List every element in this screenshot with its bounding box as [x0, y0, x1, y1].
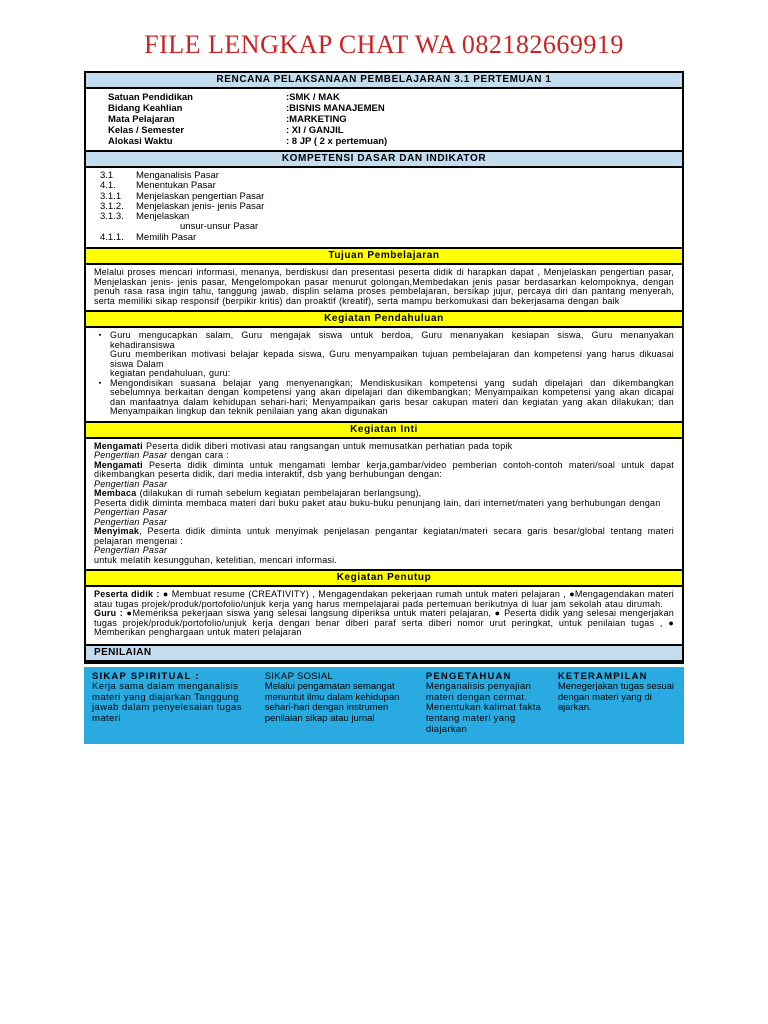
kd-number: 4.1.: [100, 180, 116, 192]
pendahuluan-block: [86, 328, 682, 421]
info-label: Bidang Keahlian: [108, 103, 183, 114]
document-table: [84, 71, 684, 664]
inti-line: [94, 461, 674, 480]
info-block: [86, 89, 682, 150]
kd-text: Menjelaskan pengertian Pasar: [136, 190, 265, 202]
pendahuluan-bullet: [90, 379, 674, 417]
bullet-icon: ▪: [98, 379, 102, 387]
bullet-text: [110, 379, 674, 417]
inti-lead: Menyimak: [94, 526, 140, 537]
penilaian-column-body: Kerja sama dalam menganalisis materi yang diajarkan Tanggung jawab dalam penyelesaian tugas materi: [92, 681, 242, 724]
info-value: :SMK / MAK: [286, 92, 340, 103]
info-value: : 8 JP ( 2 x pertemuan): [286, 136, 388, 147]
kd-text: Memilih Pasar: [136, 231, 197, 243]
kd-text: Menganalisis Pasar: [136, 170, 219, 181]
penilaian-column-sikap-spiritual: [92, 672, 255, 736]
info-label: Mata Pelajaran: [108, 114, 175, 125]
penutup-block: [86, 587, 682, 642]
inti-line: [94, 527, 674, 546]
penilaian-column-body: Menganalisis penyajian materi dengan cermat. Menentukan kalimat fakta tentang materi yang diajarkan: [425, 681, 542, 735]
kd-text: Menjelaskan jenis- jenis Pasar: [136, 200, 265, 212]
kd-number: 3.1.1: [100, 190, 122, 202]
inti-lead: Mengamati: [94, 459, 143, 470]
info-value: : XI / GANJIL: [286, 125, 344, 136]
section-header-pendahuluan: Kegiatan Pendahuluan: [86, 310, 682, 328]
penilaian-panel: [84, 667, 684, 745]
bullet-text: [110, 331, 674, 379]
penutup-lead: Guru :: [94, 608, 124, 619]
page-title: FILE LENGKAP CHAT WA 082182669919: [144, 30, 624, 59]
info-row: [108, 92, 678, 103]
inti-line: [94, 508, 674, 518]
penilaian-column-title: SIKAP SPIRITUAL :: [92, 670, 200, 682]
section-header-rpp: RENCANA PELAKSANAAN PEMBELAJARAN 3.1 PERTEMUAN 1: [86, 73, 682, 89]
kd-text: Menentukan Pasar: [136, 180, 216, 192]
info-row: [108, 114, 678, 125]
inti-lead: Pengertian Pasar: [94, 450, 168, 461]
penutup-rest: ● Membuat resume (CREATIVITY) , Mengagendakan pekerjaan rumah untuk materi pelajaran , ●Mengagendakan materi atau tugas projek/produk/portofolio/unjuk kerja yang harus mempelajarai pada pertemuan berikutnya di luar jam sekolah atau dirumah.: [94, 589, 674, 609]
penilaian-column-sikap-sosial: [265, 672, 416, 736]
info-row: [108, 136, 678, 147]
kd-number: 3.1.3.: [100, 211, 124, 223]
pendahuluan-line: kegiatan pendahuluan, guru:: [110, 368, 231, 379]
inti-lead: Mengamati: [94, 440, 143, 451]
inti-rest: (dilakukan di rumah sebelum kegiatan pembelajaran berlangsung),: [136, 488, 422, 499]
penilaian-column-keterampilan: [558, 672, 676, 736]
info-value: :BISNIS MANAJEMEN: [286, 103, 385, 114]
kd-number: 3.1: [100, 170, 114, 181]
inti-rest: , Peserta didik diminta untuk menyimak penjelasan pengantar kegiatan/materi secara garis besar/global tentang materi pelajaran mengenai :: [94, 526, 674, 546]
inti-lead: Membaca: [94, 488, 137, 499]
info-row: [108, 125, 678, 136]
info-label: Alokasi Waktu: [108, 136, 173, 147]
bullet-icon: ▪: [98, 332, 102, 340]
section-header-penilaian: PENILAIAN: [86, 644, 682, 662]
pendahuluan-line: Guru memberikan motivasi belajar kepada siswa, Guru menyampaikan tujuan pembelajaran dan kompetensi yang harus dikuasai siswa Dalam: [110, 349, 674, 369]
pendahuluan-bullet: [90, 331, 674, 379]
inti-lead: Pengertian Pasar: [94, 478, 168, 489]
kompetensi-list: [86, 168, 682, 247]
penilaian-column-pengetahuan: [426, 672, 548, 736]
section-header-kompetensi: KOMPETENSI DASAR DAN INDIKATOR: [86, 150, 682, 168]
info-value: :MARKETING: [286, 114, 347, 125]
inti-line: untuk melatih kesungguhan, ketelitian, mencari informasi.: [94, 554, 338, 565]
inti-rest: dengan cara :: [167, 450, 230, 461]
pendahuluan-line: Guru mengucapkan salam, Guru mengajak siswa untuk berdoa, Guru menanyakan kesiapan siswa, Guru menanyakan kehadiransiswa: [110, 330, 674, 350]
inti-block: [86, 439, 682, 570]
penilaian-column-title: SIKAP SOSIAL: [264, 670, 334, 682]
kd-text: unsur-unsur Pasar: [180, 221, 259, 233]
section-header-tujuan: Tujuan Pembelajaran: [86, 247, 682, 265]
info-row: [108, 103, 678, 114]
kd-text: Menjelaskan: [136, 211, 190, 223]
pendahuluan-line: Mengondisikan suasana belajar yang menyenangkan; Mendiskusikan kompetensi yang sudah dipelajari dan dikembangkan sebelumnya berkaitan dengan kompetensi yang akan dipelajari dan dikembangkan; Menyampaikan kompetensi yang akan dicapai dan manfaatnya dalam kehidupan sehari-hari; Menyampaikan garis besar cakupan materi dan kegiatan yang akan dilakukan; dan Menyampaikan lingkup dan teknik penilaian yang akan digunakan: [110, 377, 674, 417]
inti-lead: Pengertian Pasar: [94, 507, 168, 518]
penilaian-column-body: Melalui pengamatan semangat menuntut ilmu dalam kehidupan sehari-hari dengan instrumen penilaian sikap atau jurnal: [264, 681, 400, 724]
penilaian-column-body: Menegerjakan tugas sesuai dengan materi yang di ajarkan.: [557, 681, 675, 714]
penutup-lead: Peserta didik :: [94, 589, 160, 600]
inti-lead: Pengertian Pasar: [94, 516, 168, 527]
penilaian-column-title: KETERAMPILAN: [557, 670, 648, 682]
info-label: Satuan Pendidikan: [108, 92, 193, 103]
inti-line: Peserta didik diminta membaca materi dari buku paket atau buku-buku penunjang lain, dari internet/materi yang berhubungan dengan: [94, 497, 661, 508]
kd-number: 4.1.1.: [100, 231, 124, 243]
inti-rest: Peserta didik diberi motivasi atau rangsangan untuk memusatkan perhatian pada topik: [142, 440, 513, 451]
inti-rest: Peserta didik diminta untuk mengamati lembar kerja,gambar/video pemberian contoh-contoh materi/soal untuk dapat dikembangkan peserta didik, dari media interaktif, dsb yang berhubungan dengan:: [94, 459, 674, 480]
section-header-inti: Kegiatan Inti: [86, 421, 682, 439]
tujuan-paragraph: Melalui proses mencari informasi, menanya, berdiskusi dan presentasi peserta didik di harapkan dapat , Menjelaskan pengertian pasar, Menjelaskan jenis- jenis pasar, Mengelompokan pasar menurut golongan,Membedakan jenis pasar berdasarkan kelompoknya, dengan penuh rasa rasa ingin tahu, tanggung jawab, displin selama proses pembelajaran, bersikap jujur, percaya diri dan pantang menyerah, serta memiliki sikap responsif (berpikir kritis) dan proaktif (kreatif), serta mampu berkomukasi dan bekerjasama dengan baik: [94, 267, 674, 306]
penutup-line: [94, 590, 674, 609]
kompetensi-item: [100, 233, 676, 243]
penilaian-column-title: PENGETAHUAN: [425, 670, 512, 682]
info-label: Kelas / Semester: [108, 125, 185, 136]
section-header-penutup: Kegiatan Penutup: [86, 569, 682, 587]
kd-number: 3.1.2.: [100, 200, 124, 212]
penutup-rest: ●Memeriksa pekerjaan siswa yang selesai langsung diperiksa untuk materi pelajaran, ● Peserta didik yang selesai mengerjakan tugas projek/produk/portofolio/unjuk kerja dengan benar diberi paraf serta diberi nomor urut peringkat, untuk penilaian tugas , ● Memberikan penghargaan untuk materi pelajaran: [94, 608, 674, 638]
penutup-line: [94, 609, 674, 638]
inti-lead: Pengertian Pasar: [94, 545, 168, 556]
lesson-plan-document: [84, 71, 684, 744]
